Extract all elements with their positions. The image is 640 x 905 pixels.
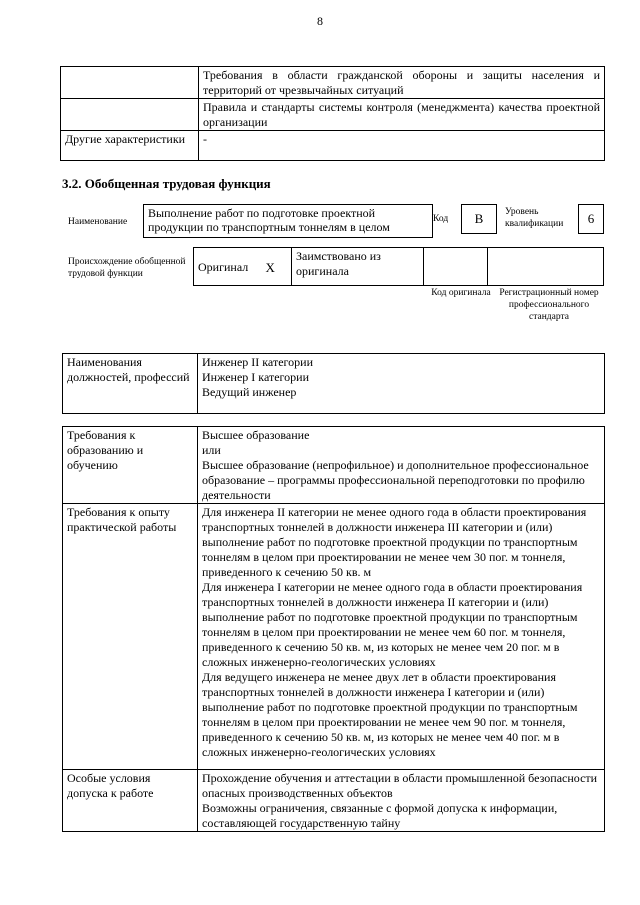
positions-label: Наименования должностей, профессий — [63, 354, 198, 414]
original-code-cell — [424, 248, 488, 286]
position-item: Ведущий инженер — [202, 385, 297, 399]
level-label: Уровень квалификации — [505, 207, 564, 229]
original-label: Оригинал — [194, 248, 250, 286]
code-value: B — [474, 211, 484, 226]
level-value: 6 — [587, 211, 595, 226]
special-conditions-label: Особые условия допуска к работе — [63, 770, 198, 832]
top-requirements-table — [60, 66, 605, 161]
origin-table — [193, 247, 604, 286]
code-original-caption: Код оригинала — [431, 288, 491, 298]
experience-paragraph: Для инженера II категории не менее одного года в области проектирования транспортных тоннелей в должности инженера III категории и (или) выполнение работ по подготовке проектной продукции по транспортным тоннелям в целом при проектировании не менее чем 30 пог. м тоннеля, приведенного к сечению 50 кв. м — [202, 505, 587, 579]
section-title: 3.2. Обобщенная трудовая функция — [62, 176, 271, 191]
registration-caption: Регистрационный номер профессионального стандарта — [499, 288, 599, 322]
name-label: Наименование — [68, 217, 128, 227]
original-mark: X — [250, 248, 292, 286]
experience-paragraph: Для инженера I категории не менее одного года в области проектирования транспортных тоннелей в должности инженера II категории и (или) выполнение работ по подготовке проектной продукции по транспортным тоннелям в целом при проектировании не менее чем 60 пог. м тоннеля, приведенного к сечению 50 кв. м, из которых не менее чем 20 пог. м в сложных инженерно-геологических условиях — [202, 580, 583, 669]
education-line: Высшее образование — [202, 428, 310, 442]
level-box — [578, 204, 604, 234]
experience-paragraph: Для ведущего инженера не менее двух лет в области проектирования транспортных тоннелей в должности инженера I категории и (или) выполнение работ по подготовке проектной продукции по транспортным тоннелям в целом при проектировании не менее чем 90 пог. м тоннеля, приведенного к сечению 50 кв. м, из которых не менее чем 40 пог. м в сложных инженерно-геологических условиях — [202, 670, 578, 759]
requirements-table — [62, 426, 605, 832]
code-box — [461, 204, 497, 234]
code-label: Код — [433, 214, 449, 224]
position-item: Инженер I категории — [202, 370, 309, 384]
education-label: Требования к образованию и обучению — [63, 427, 198, 504]
requirement-quality-standards: Правила и стандарты системы контроля (менеджмента) качества проектной организации — [199, 99, 605, 131]
other-characteristics-label: Другие характеристики — [61, 131, 199, 161]
function-name-box — [143, 204, 433, 238]
requirement-civil-defense: Требования в области гражданской обороны и защиты населения и территорий от чрезвычайных ситуаций — [199, 67, 605, 99]
borrowed-label: Заимствовано из оригинала — [292, 248, 424, 286]
special-condition: Возможны ограничения, связанные с формой допуска к информации, составляющей государственную тайну — [202, 801, 558, 830]
education-line: Высшее образование (непрофильное) и дополнительное профессиональное образование – программы профессиональной переподготовки по профилю деятельности — [202, 458, 589, 502]
registration-number-cell — [488, 248, 604, 286]
education-line: или — [202, 443, 221, 457]
origin-label: Происхождение обобщенной трудовой функции — [68, 257, 186, 279]
positions-table — [62, 353, 605, 414]
position-item: Инженер II категории — [202, 355, 313, 369]
special-condition: Прохождение обучения и аттестации в области промышленной безопасности опасных производственных объектов — [202, 771, 598, 800]
other-characteristics-value: - — [199, 131, 605, 161]
page-number: 8 — [317, 14, 323, 28]
experience-label: Требования к опыту практической работы — [63, 504, 198, 770]
function-name-value: Выполнение работ по подготовке проектной продукции по транспортным тоннелям в целом — [148, 206, 390, 234]
